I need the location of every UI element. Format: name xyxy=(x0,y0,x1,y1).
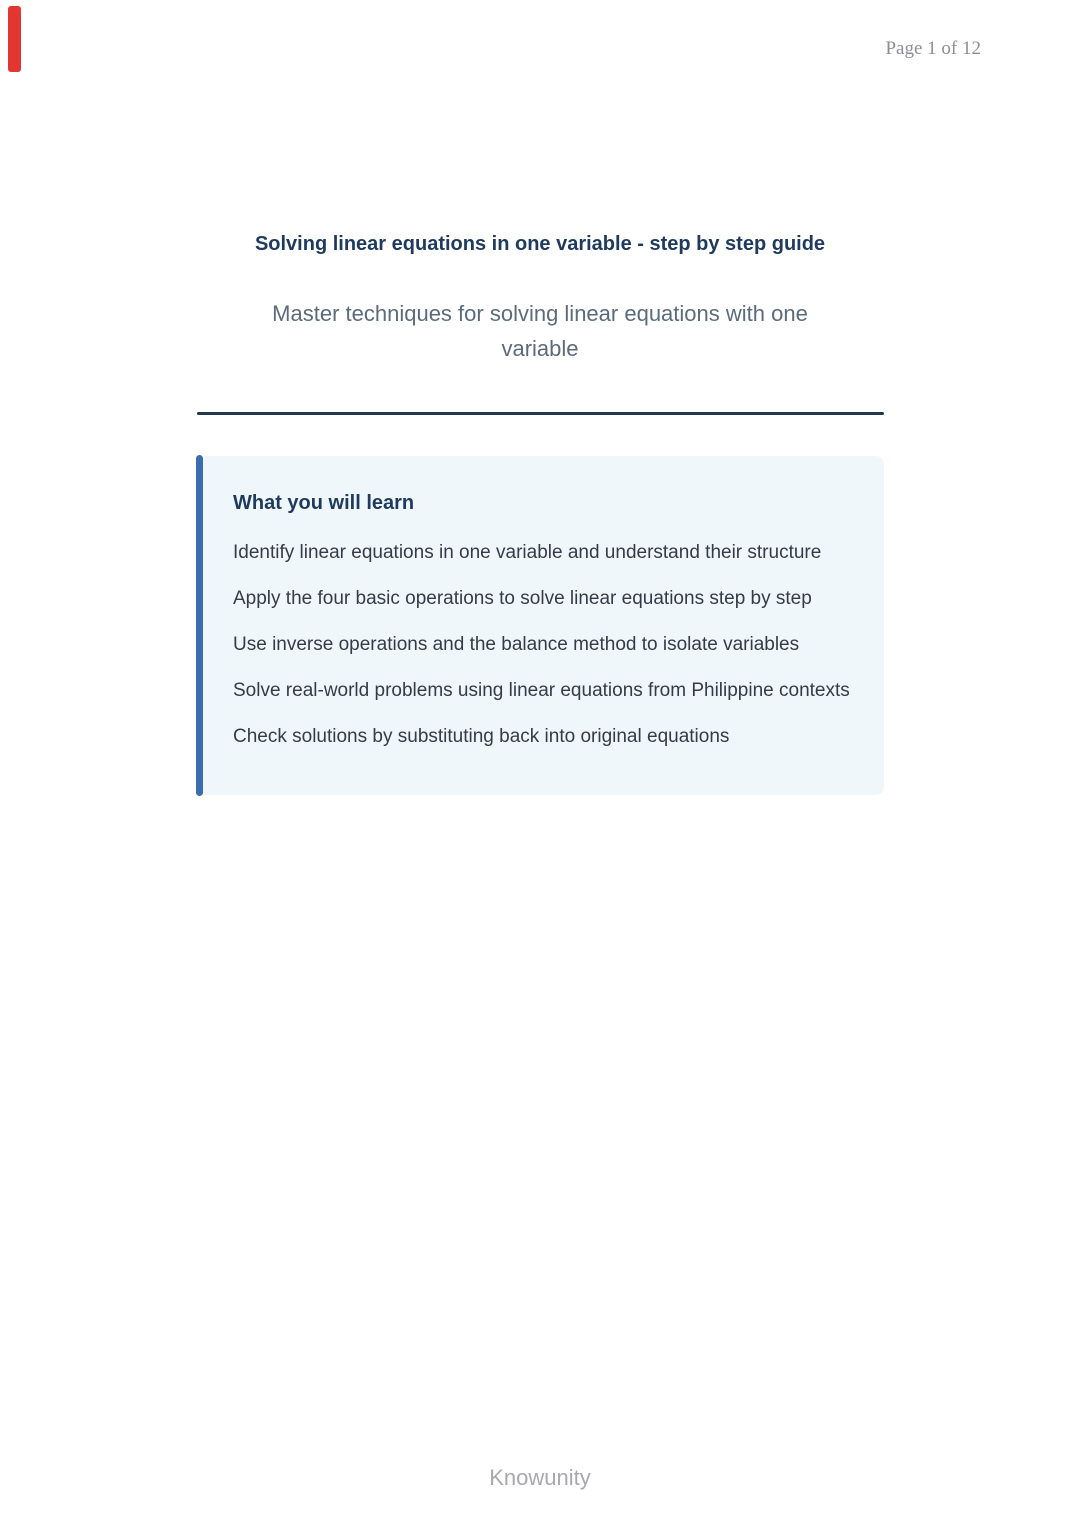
page-indicator: Page 1 of 12 xyxy=(885,38,981,59)
page-subtitle xyxy=(0,296,1080,366)
learn-objective-item: Use inverse operations and the balance method to isolate variables xyxy=(233,634,800,655)
footer-brand: Knowunity xyxy=(489,1465,591,1490)
what-you-will-learn-box xyxy=(197,456,884,795)
page-subtitle-line-1: Master techniques for solving linear equations with one xyxy=(272,301,808,326)
learn-objective-item: Identify linear equations in one variable and understand their structure xyxy=(233,542,822,563)
section-divider xyxy=(197,412,884,415)
learn-objective-item: Solve real-world problems using linear equations from Philippine contexts xyxy=(233,680,850,701)
page-title: Solving linear equations in one variable - step by step guide xyxy=(254,233,826,255)
learn-box-heading: What you will learn xyxy=(233,492,415,514)
red-marker xyxy=(8,6,21,72)
learn-objective-item: Check solutions by substituting back into original equations xyxy=(233,726,730,747)
learn-objectives-list xyxy=(233,542,864,748)
learn-objective-item: Apply the four basic operations to solve linear equations step by step xyxy=(233,588,812,609)
learn-box-accent-bar xyxy=(196,455,203,796)
page-subtitle-line-2: variable xyxy=(501,336,579,361)
